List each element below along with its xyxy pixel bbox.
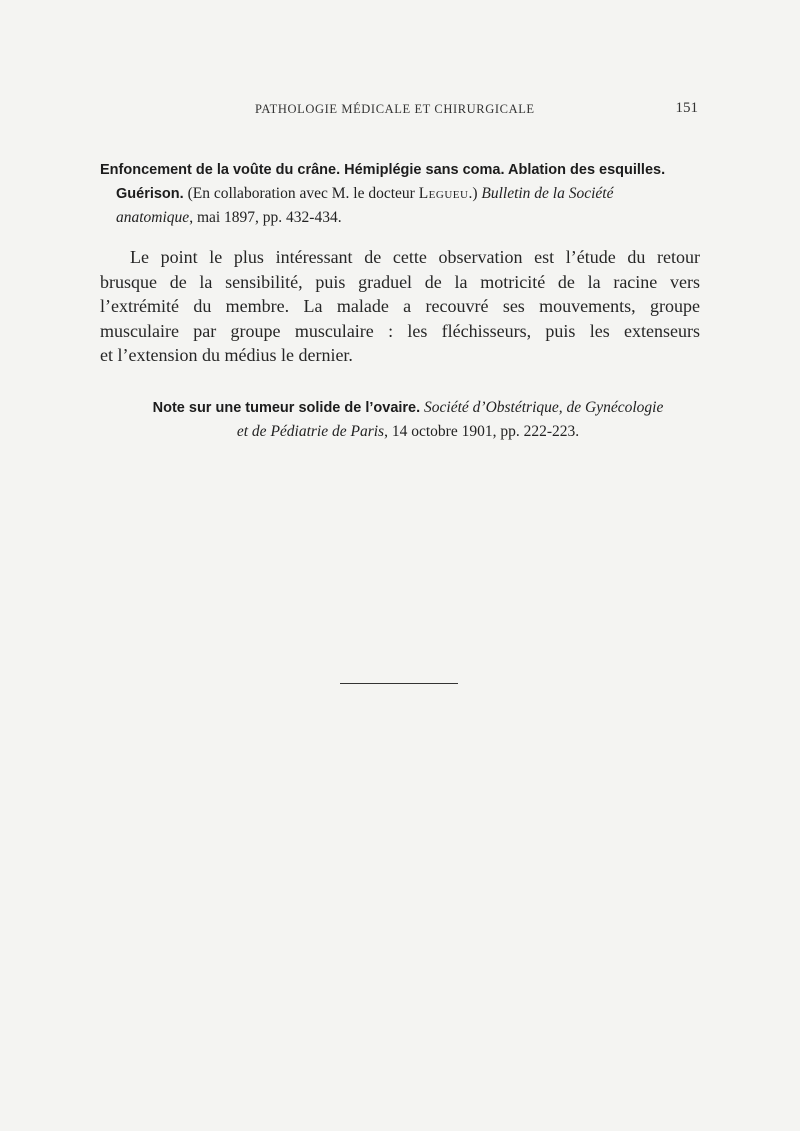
entry-2-citation: , 14 octobre 1901, pp. 222-223. (384, 423, 580, 440)
entry-2-title: Note sur une tumeur solide de l’ovaire. (152, 400, 421, 416)
entry-1-title-end: Guérison. (116, 186, 184, 202)
paragraph-line: musculaire par groupe musculaire : les fléchisseurs, puis les extenseurs (100, 320, 700, 341)
bibliography-entry-2 (128, 396, 688, 443)
entry-1-line-2 (100, 182, 700, 206)
paragraph-line: Le point le plus intéressant de cette observation est l’étude du retour (130, 247, 700, 267)
entry-1-coauthor: Legueu (418, 185, 469, 202)
section-divider (340, 683, 458, 684)
entry-1-line-3 (100, 206, 700, 229)
paragraph-line: l’extrémité du membre. La malade a recouvré ses mouvements, groupe (100, 296, 700, 316)
observation-paragraph (100, 245, 700, 368)
entry-1-title: Enfoncement de la voûte du crâne. Hémiplégie sans coma. Ablation des esquilles. (100, 162, 666, 178)
entry-1-title-line (100, 158, 700, 182)
entry-2-journal: Société d’Obstétrique, de Gynécologie (420, 399, 664, 416)
paragraph-line: et l’extension du médius le dernier. (100, 345, 353, 365)
entry-2-journal-cont: et de Pédiatrie de Paris (236, 423, 385, 440)
entry-1-collaboration: (En collaboration avec M. le docteur (183, 185, 419, 202)
entry-1-paren-close: .) (468, 185, 482, 202)
page-number: 151 (675, 100, 698, 116)
running-head (100, 100, 700, 124)
entry-1-journal-cont: anatomique (116, 209, 190, 226)
entry-1-journal: Bulletin de la Société (481, 185, 614, 202)
running-title: PATHOLOGIE MÉDICALE ET CHIRURGICALE (255, 102, 535, 116)
bibliography-entry-1 (100, 158, 700, 229)
entry-2-line-2 (128, 420, 688, 443)
paragraph-line: brusque de la sensibilité, puis graduel de la motricité de la racine vers (100, 271, 700, 292)
entry-1-citation: , mai 1897, pp. 432-434. (189, 209, 342, 226)
entry-2-line-1 (128, 396, 688, 420)
